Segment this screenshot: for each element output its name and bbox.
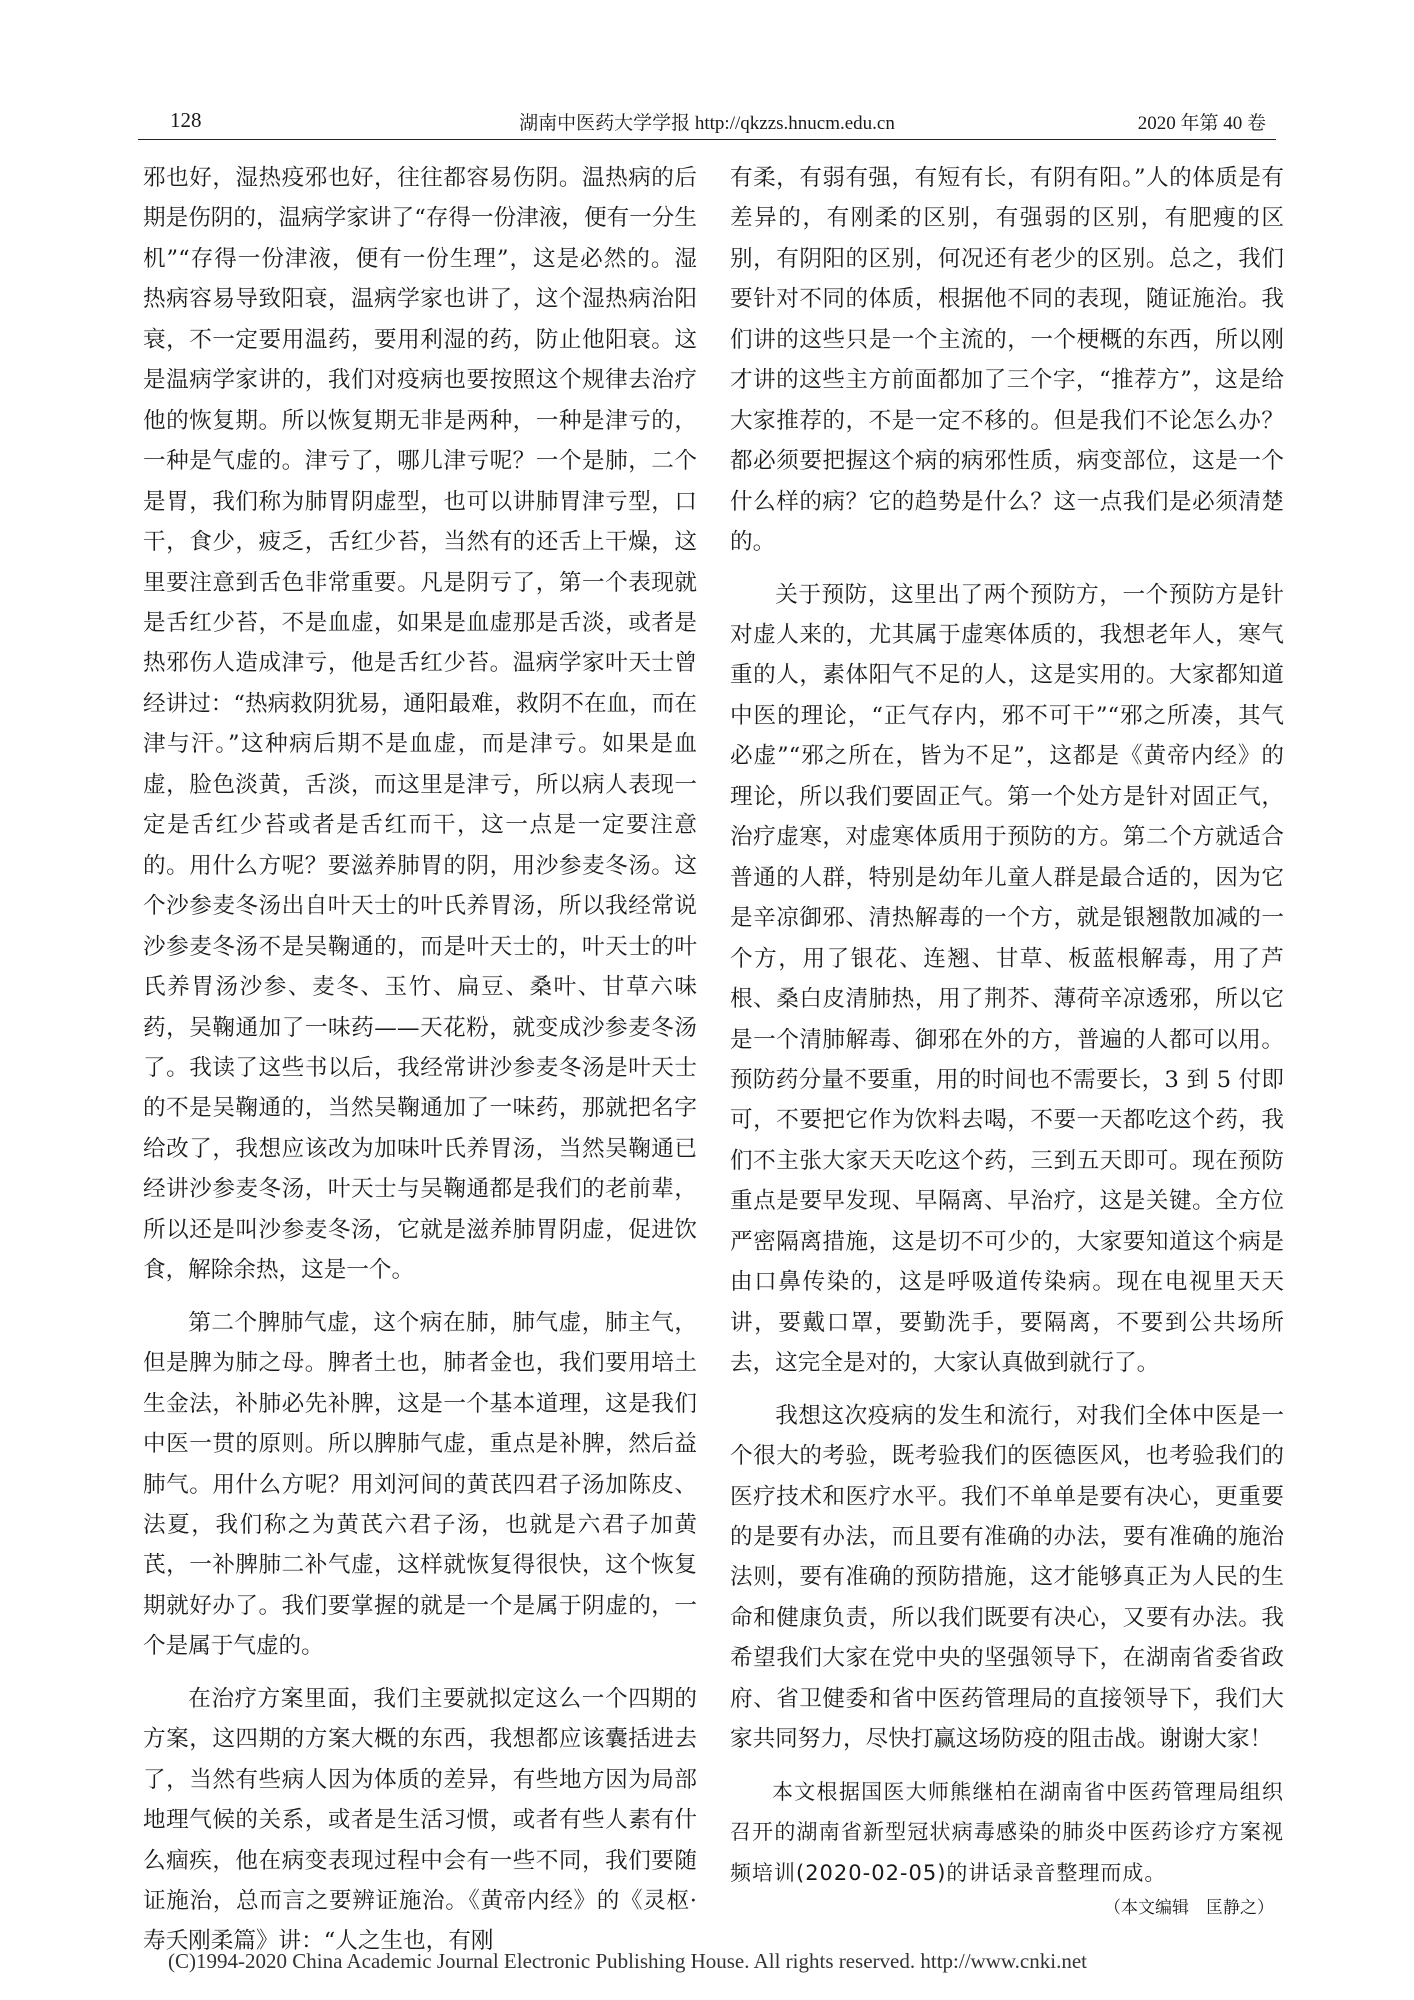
right-paragraph-2: 关于预防，这里出了两个预防方，一个预防方是针对虚人来的，尤其属于虚寒体质的，我想老年人，寒气重的人，素体阳气不足的人，这是实用的。大家都知道中医的理论，“正气存内，邪不可干”“邪之所凑，其气必虚”“邪之所在，皆为不足”，这都是《黄帝内经》的理论，所以我们要固正气。第一个处方是针对固正气，治疗虚寒，对虚寒体质用于预防的方。第二个方就适合普通的人群，特别是幼年儿童人群是最合适的，因为它是辛凉御邪、清热解毒的一个方，就是银翘散加减的一个方，用了银花、连翘、甘草、板蓝根解毒，用了芦根、桑白皮清肺热，用了荆芥、薄荷辛凉透邪，所以它是一个清肺解毒、御邪在外的方，普遍的人都可以用。预防药分量不要重，用的时间也不需要长，3 到 5 付即可，不要把它作为饮料去喝，不要一天都吃这个药，我们不主张大家天天吃这个药，三到五天即可。现在预防重点是要早发现、早隔离、早治疗，这是关键。全方位严密隔离措施，这是切不可少的，大家要知道这个病是由口鼻传染的，这是呼吸道传染病。现在电视里天天讲，要戴口罩，要勤洗手，要隔离，不要到公共场所去，这完全是对的，大家认真做到就行了。 <box>730 581 1284 1377</box>
copyright-footer: (C)1994-2020 China Academic Journal Electronic Publishing House. All rights reserved. http://www.cnki.net <box>168 1949 1087 1973</box>
left-column <box>143 158 697 1962</box>
right-column <box>730 158 1284 1921</box>
volume-label: 2020 年第 40 卷 <box>1137 113 1266 134</box>
header-rule <box>138 139 1276 140</box>
page-number: 128 <box>170 108 202 132</box>
left-paragraph-2: 第二个脾肺气虚，这个病在肺，肺气虚，肺主气，但是脾为肺之母。脾者土也，肺者金也，我们要用培土生金法，补肺必先补脾，这是一个基本道理，这是我们中医一贯的原则。所以脾肺气虚，重点是补脾，然后益肺气。用什么方呢？用刘河间的黄芪四君子汤加陈皮、法夏，我们称之为黄芪六君子汤，也就是六君子加黄芪，一补脾肺二补气虚，这样就恢复得很快，这个恢复期就好办了。我们要掌握的就是一个是属于阴虚的，一个是属于气虚的。 <box>143 1309 697 1660</box>
editor-credit: （本文编辑 匡静之） <box>1104 1898 1274 1919</box>
running-header <box>138 102 1276 138</box>
left-paragraph-1: 邪也好，湿热疫邪也好，往往都容易伤阴。温热病的后期是伤阴的，温病学家讲了“存得一份津液，便有一分生机”“存得一份津液，便有一份生理”，这是必然的。湿热病容易导致阳衰，温病学家也讲了，这个湿热病治阳衰，不一定要用温药，要用利湿的药，防止他阳衰。这是温病学家讲的，我们对疫病也要按照这个规律去治疗他的恢复期。所以恢复期无非是两种，一种是津亏的，一种是气虚的。津亏了，哪儿津亏呢？一个是肺，二个是胃，我们称为肺胃阴虚型，也可以讲肺胃津亏型，口干，食少，疲乏，舌红少苔，当然有的还舌上干燥，这里要注意到舌色非常重要。凡是阴亏了，第一个表现就是舌红少苔，不是血虚，如果是血虚那是舌淡，或者是热邪伤人造成津亏，他是舌红少苔。温病学家叶天士曾经讲过：“热病救阴犹易，通阳最难，救阴不在血，而在津与汗。”这种病后期不是血虚，而是津亏。如果是血虚，脸色淡黄，舌淡，而这里是津亏，所以病人表现一定是舌红少苔或者是舌红而干，这一点是一定要注意的。用什么方呢？要滋养肺胃的阴，用沙参麦冬汤。这个沙参麦冬汤出自叶天士的叶氏养胃汤，所以我经常说沙参麦冬汤不是吴鞠通的，而是叶天士的，叶天士的叶氏养胃汤沙参、麦冬、玉竹、扁豆、桑叶、甘草六味药，吴鞠通加了一味药——天花粉，就变成沙参麦冬汤了。我读了这些书以后，我经常讲沙参麦冬汤是叶天士的不是吴鞠通的，当然吴鞠通加了一味药，那就把名字给改了，我想应该改为加味叶氏养胃汤，当然吴鞠通已经讲沙参麦冬汤，叶天士与吴鞠通都是我们的老前辈，所以还是叫沙参麦冬汤，它就是滋养肺胃阴虚，促进饮食，解除余热，这是一个。 <box>143 165 697 1284</box>
source-note: 本文根据国医大师熊继柏在湖南省中医药管理局组织召开的湖南省新型冠状病毒感染的肺炎中医药诊疗方案视频培训(2020-02-05)的讲话录音整理而成。 <box>730 1779 1284 1885</box>
left-paragraph-3: 在治疗方案里面，我们主要就拟定这么一个四期的方案，这四期的方案大概的东西，我想都应该囊括进去了，当然有些病人因为体质的差异，有些地方因为局部地理气候的关系，或者是生活习惯，或者有些人素有什么痼疾，他在病变表现过程中会有一些不同，我们要随证施治，总而言之要辨证施治。《黄帝内经》的《灵枢·寿夭刚柔篇》讲：“人之生也，有刚 <box>143 1685 697 1955</box>
journal-title-url: 湖南中医药大学学报 http://qkzzs.hnucm.edu.cn <box>519 113 895 134</box>
right-paragraph-1: 有柔，有弱有强，有短有长，有阴有阳。”人的体质是有差异的，有刚柔的区别，有强弱的区别，有肥瘦的区别，有阴阳的区别，何况还有老少的区别。总之，我们要针对不同的体质，根据他不同的表现，随证施治。我们讲的这些只是一个主流的，一个梗概的东西，所以刚才讲的这些主方前面都加了三个字，“推荐方”，这是给大家推荐的，不是一定不移的。但是我们不论怎么办？都必须要把握这个病的病邪性质，病变部位，这是一个什么样的病？它的趋势是什么？这一点我们是必须清楚的。 <box>730 165 1284 556</box>
right-paragraph-3: 我想这次疫病的发生和流行，对我们全体中医是一个很大的考验，既考验我们的医德医风，也考验我们的医疗技术和医疗水平。我们不单单是要有决心，更重要的是要有办法，而且要有准确的办法，要有准确的施治法则，要有准确的预防措施，这才能够真正为人民的生命和健康负责，所以我们既要有决心，又要有办法。我希望我们大家在党中央的坚强领导下，在湖南省委省政府、省卫健委和省中医药管理局的直接领导下，我们大家共同努力，尽快打赢这场防疫的阻击战。谢谢大家！ <box>730 1402 1284 1753</box>
